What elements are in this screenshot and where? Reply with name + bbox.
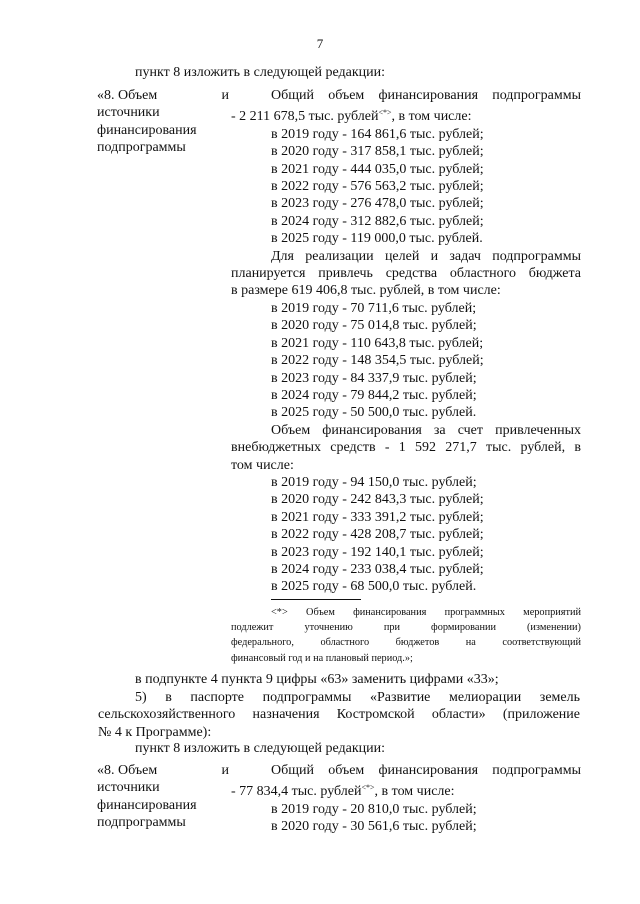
regional-line-2: планируется привлечь средства областного бюджета [231,266,581,282]
year-row: в 2022 году - 148 354,5 тыс. рублей; [271,353,484,369]
year-row: в 2021 году - 444 035,0 тыс. рублей; [271,161,484,177]
total-line-2 [231,779,581,800]
footnote-mark: <*> [378,108,392,118]
regional-line-3: в размере 619 406,8 тыс. рублей, в том числе: [231,283,501,299]
label-2-line-4: подпрограммы [97,815,186,831]
extra-line-2: внебюджетных средств - 1 592 271,7 тыс. рублей, в [231,440,581,456]
item-5-paragraph [98,689,580,741]
year-row: в 2020 году - 30 561,6 тыс. рублей; [271,819,477,835]
label-1-line-4: подпрограммы [97,140,186,156]
label-1-word-b: и [221,88,229,103]
item-5-line-3: № 4 к Программе): [98,724,212,740]
year-row: в 2023 году - 276 478,0 тыс. рублей; [271,196,484,212]
year-row: в 2025 году - 119 000,0 тыс. рублей. [271,231,483,247]
year-row: в 2019 году - 20 810,0 тыс. рублей; [271,801,477,817]
total-suffix: , в том числе: [391,109,472,125]
page-number: 7 [316,36,324,51]
passport-label-2 [97,762,229,832]
extra-line-1: Объем финансирования за счет привлеченных [271,422,581,438]
year-row: в 2025 году - 68 500,0 тыс. рублей. [271,579,477,595]
item-5-line-2: сельскохозяйственного назначения Костромской области» (приложение [98,707,580,723]
passport-value-1 [231,87,581,596]
intro-paragraph-2: пункт 8 изложить в следующей редакции: [135,741,385,756]
extra-line-3: том числе: [231,457,294,473]
footnote [231,605,581,666]
year-row: в 2023 году - 84 337,9 тыс. рублей; [271,370,477,386]
regional-line-1: Для реализации целей и задач подпрограммы [271,248,581,264]
label-1-line-3: финансирования [97,122,197,138]
year-row: в 2019 году - 70 711,6 тыс. рублей; [271,300,477,316]
footnote-line: подлежит уточнению при формировании (изменении) [231,622,581,634]
footnote-line: федерального, областного бюджетов на соответствующий [231,637,581,649]
intro-paragraph-1: пункт 8 изложить в следующей редакции: [135,65,385,80]
item-5-line-1: 5) в паспорте подпрограммы «Развитие мелиорации земель [135,690,580,705]
year-row: в 2021 году - 333 391,2 тыс. рублей; [271,509,484,525]
year-row: в 2021 году - 110 643,8 тыс. рублей; [271,335,484,351]
total-line-1: Общий объем финансирования подпрограммы [271,88,581,103]
label-1-word-a: «8. Объем [97,88,158,103]
year-row: в 2024 году - 312 882,6 тыс. рублей; [271,213,484,229]
footnote-mark: <*> [361,783,375,793]
year-row: в 2022 году - 428 208,7 тыс. рублей; [271,527,484,543]
label-2-word-a: «8. Объем [97,763,158,778]
total-line-2 [231,104,581,125]
total-amount: - 77 834,4 тыс. рублей [231,784,362,800]
year-row: в 2020 году - 75 014,8 тыс. рублей; [271,318,477,334]
year-row: в 2025 году - 50 500,0 тыс. рублей. [271,405,477,421]
passport-value-2 [231,762,581,836]
total-amount: - 2 211 678,5 тыс. рублей [231,109,379,125]
total-suffix: , в том числе: [374,784,455,800]
year-row: в 2020 году - 242 843,3 тыс. рублей; [271,492,484,508]
year-row: в 2020 году - 317 858,1 тыс. рублей; [271,144,484,160]
label-2-word-b: и [221,763,229,778]
year-row: в 2019 году - 94 150,0 тыс. рублей; [271,474,477,490]
subpoint-paragraph: в подпункте 4 пункта 9 цифры «63» заменить цифрами «33»; [135,672,499,687]
footnote-line: финансовый год и на плановый период.»; [231,652,413,664]
passport-label-1 [97,87,229,157]
footnote-line: <*> Объем финансирования программных мероприятий [271,607,581,618]
year-row: в 2019 году - 164 861,6 тыс. рублей; [271,126,484,142]
label-2-line-2: источники [97,780,160,796]
year-row: в 2023 году - 192 140,1 тыс. рублей; [271,544,484,560]
total-line-1: Общий объем финансирования подпрограммы [271,763,581,778]
footnote-divider [271,599,361,600]
year-row: в 2024 году - 79 844,2 тыс. рублей; [271,387,477,403]
label-2-line-3: финансирования [97,797,197,813]
year-row: в 2022 году - 576 563,2 тыс. рублей; [271,179,484,195]
label-1-line-2: источники [97,105,160,121]
year-row: в 2024 году - 233 038,4 тыс. рублей; [271,561,484,577]
